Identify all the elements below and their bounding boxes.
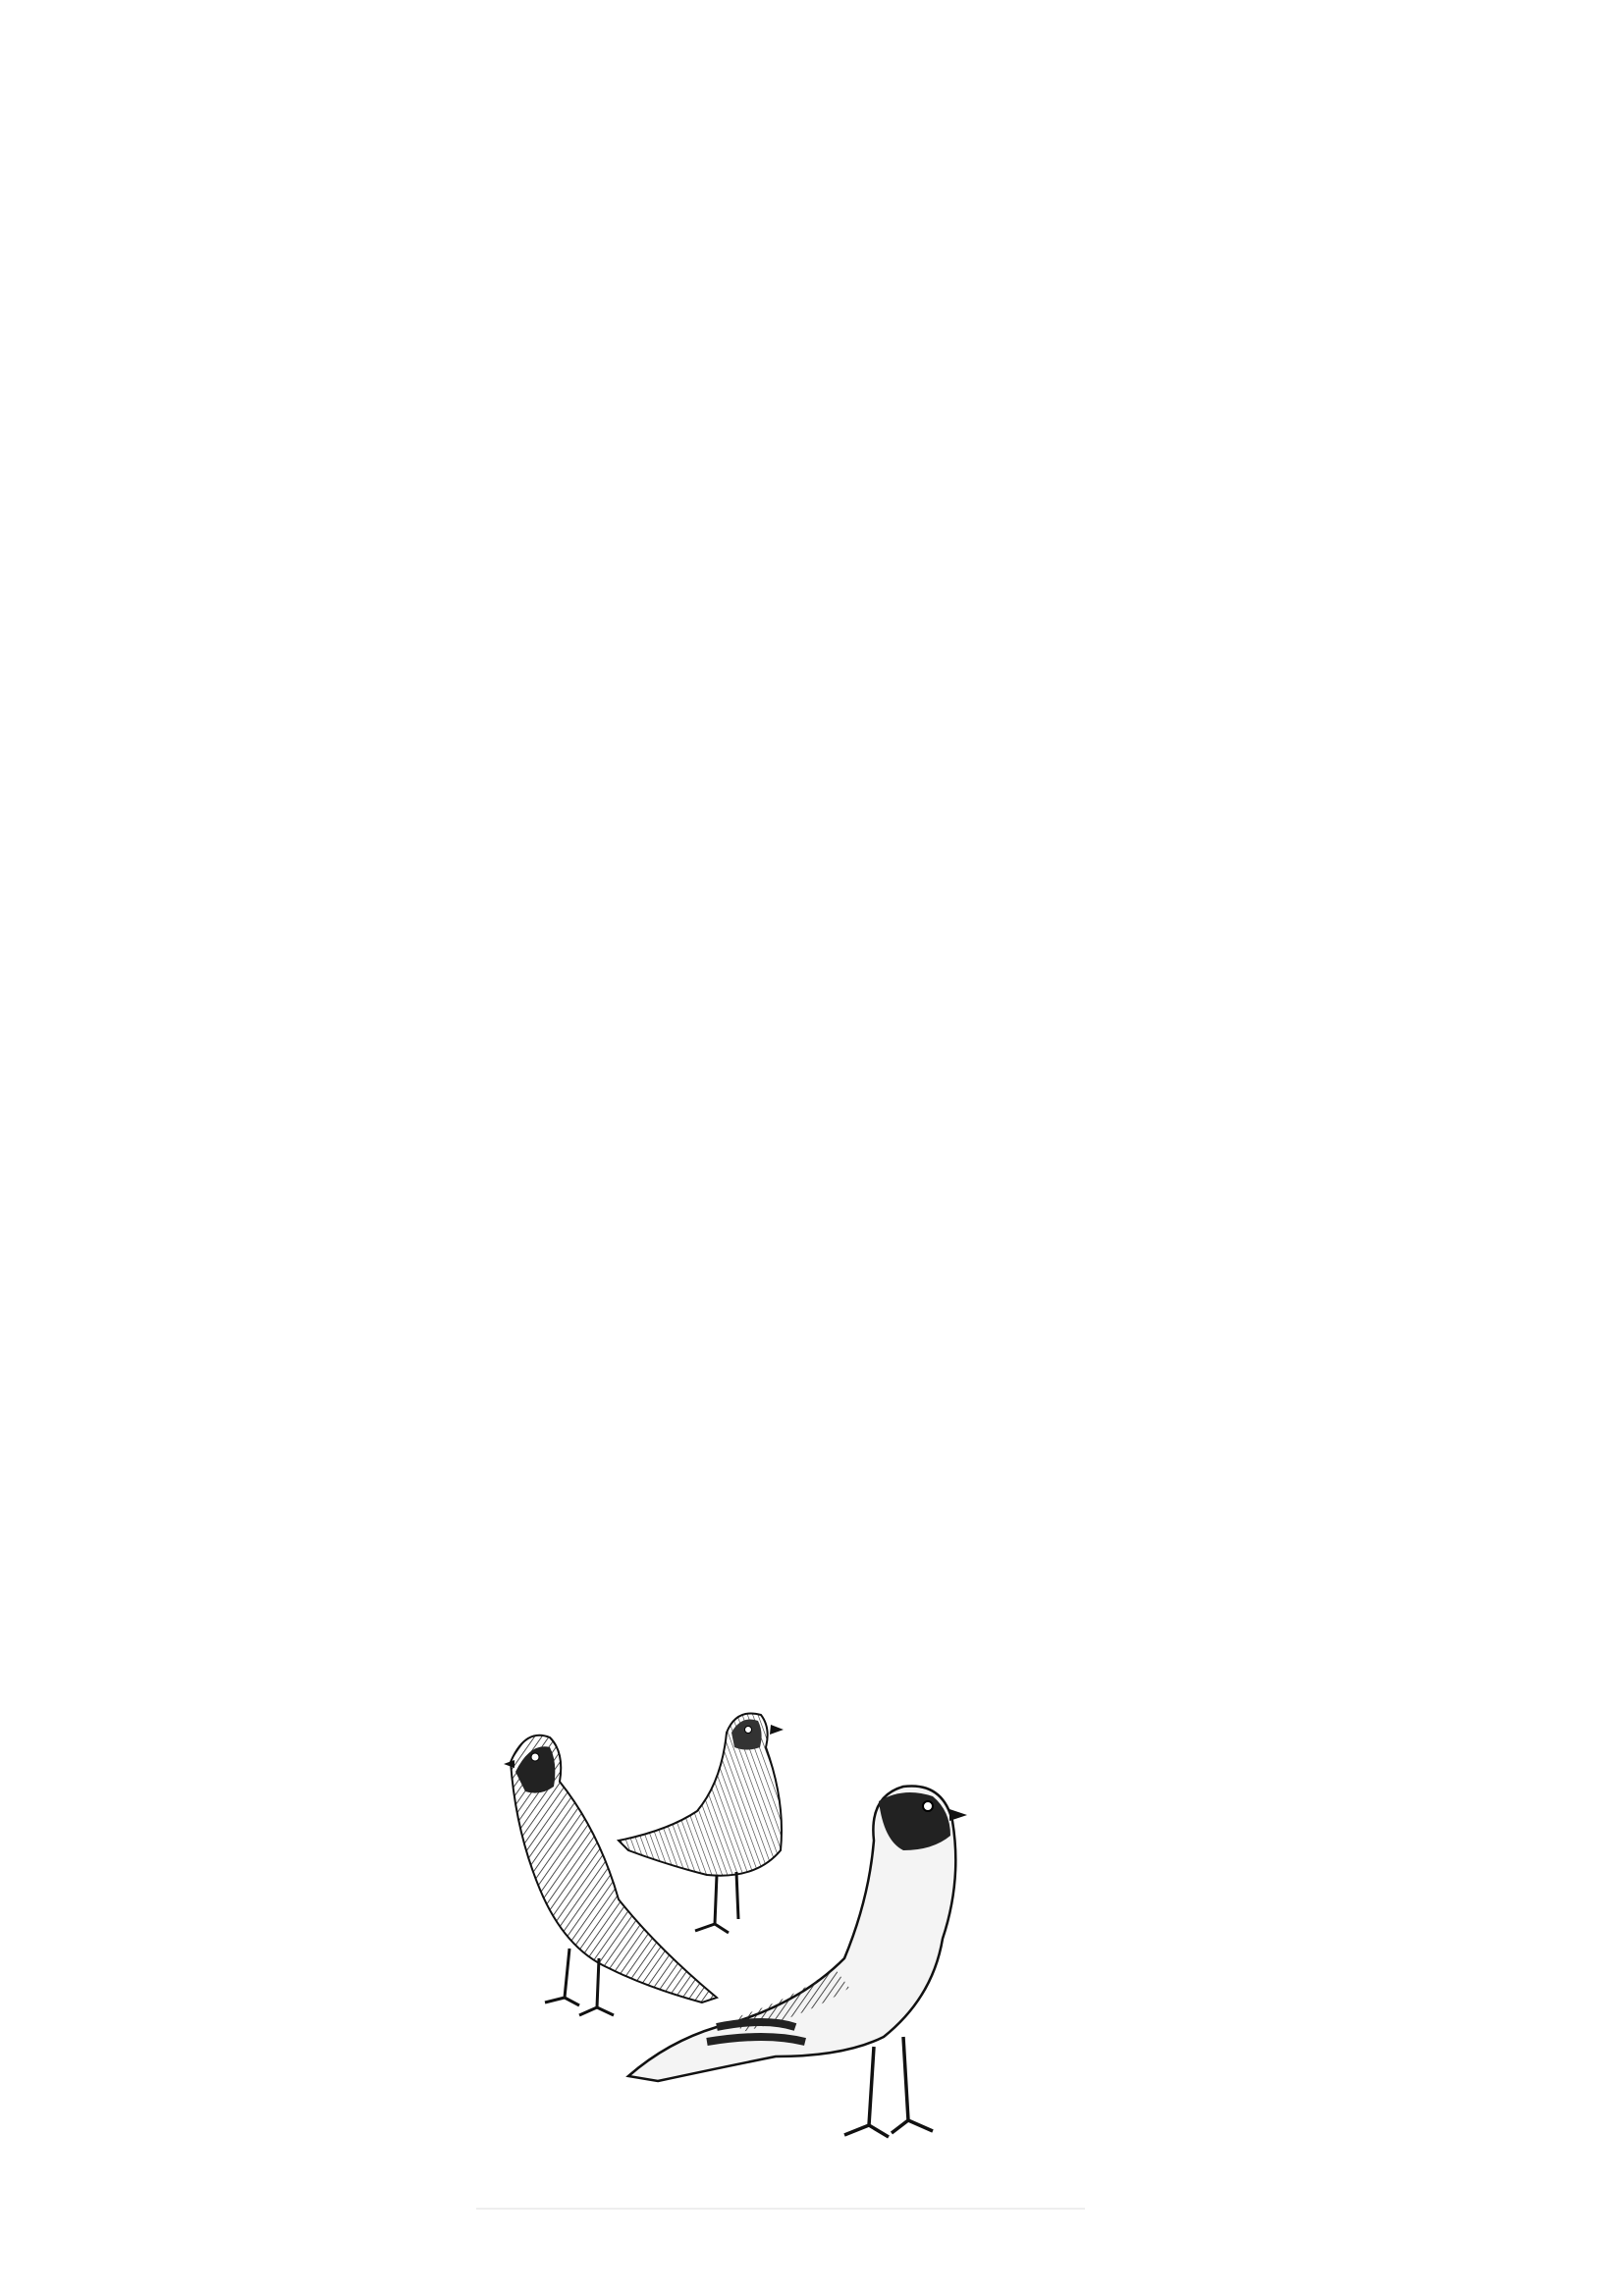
back-pigeon — [619, 1713, 784, 1933]
results-document — [128, 75, 1600, 109]
pigeons-illustration-icon — [471, 1703, 1090, 2214]
top-summary — [128, 75, 1600, 109]
left-pigeon — [504, 1735, 717, 2015]
